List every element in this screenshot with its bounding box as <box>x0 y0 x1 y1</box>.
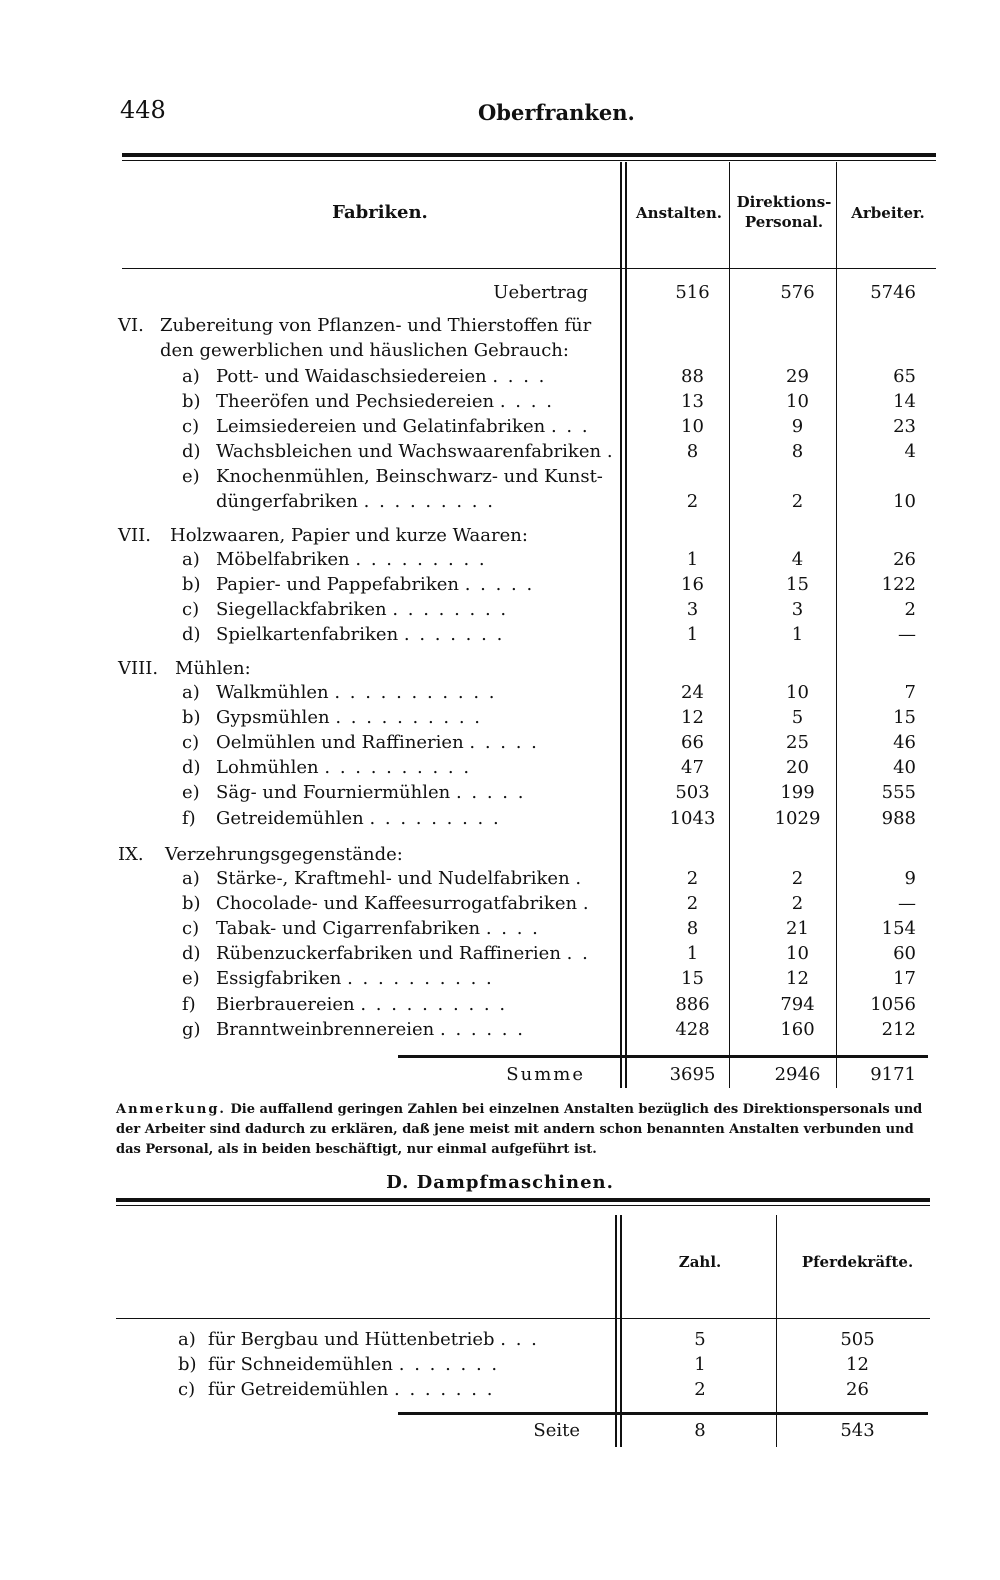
row-label <box>182 966 612 992</box>
cell-direktions: 160 <box>780 1019 815 1040</box>
cell-anstalten: 88 <box>681 366 704 387</box>
cell-arbeiter: 9 <box>904 868 916 889</box>
row-label <box>182 464 612 490</box>
cell-arbeiter: 65 <box>893 366 916 387</box>
cell-direktions: 10 <box>786 682 809 703</box>
cell-direktions: 8 <box>791 441 804 462</box>
row-label <box>182 389 612 415</box>
table2-sum-rule <box>398 1412 928 1415</box>
leader-dots: . <box>606 441 615 462</box>
column-header-direktions-line1: Direktions- <box>736 193 832 211</box>
row-letter: c) <box>182 599 200 620</box>
table-row <box>0 916 1000 942</box>
cell-direktions: 2 <box>791 868 804 889</box>
row-letter: b) <box>178 1354 197 1375</box>
row-label <box>182 622 612 648</box>
table-row <box>0 866 1000 892</box>
table-row <box>0 705 1000 731</box>
row-label <box>182 414 612 440</box>
cell-direktions: 2 <box>791 491 804 512</box>
section-title: Holzwaaren, Papier und kurze Waaren: <box>170 525 528 546</box>
cell-anstalten: 12 <box>681 707 704 728</box>
cell-arbeiter: 154 <box>881 918 916 939</box>
cell-direktions: 29 <box>786 366 809 387</box>
row-text: Getreidemühlen <box>216 808 364 829</box>
leader-dots: . . . . . . . . . . . <box>334 682 497 703</box>
cell-direktions: 199 <box>780 782 815 803</box>
footnote-label: Anmerkung. <box>116 1102 226 1117</box>
cell-direktions: 794 <box>780 994 815 1015</box>
cell-direktions: 1029 <box>774 808 821 829</box>
row-text: Essigfabriken <box>216 968 342 989</box>
leader-dots: . . . . . . <box>440 1019 525 1040</box>
table-row <box>0 780 1000 806</box>
cell-arbeiter: 15 <box>893 707 916 728</box>
leader-dots: . . . . . . . <box>394 1379 495 1400</box>
table2-top-rule <box>116 1198 930 1202</box>
row-text: Wachsbleichen und Wachswaarenfabriken <box>216 441 602 462</box>
cell-anstalten: 428 <box>675 1019 710 1040</box>
cell-arbeiter: 60 <box>893 943 916 964</box>
leader-dots: . . . . . . . . . . <box>347 968 494 989</box>
section-heading <box>0 313 1000 339</box>
table-row <box>0 1327 1000 1353</box>
uebertrag-label: Uebertrag <box>493 282 588 303</box>
table2-top-rule-thin <box>116 1205 930 1206</box>
row-text: Walkmühlen <box>216 682 329 703</box>
cell-direktions: 2 <box>791 893 804 914</box>
row-letter: c) <box>182 732 200 753</box>
section-numeral: VI. <box>118 315 144 336</box>
cell-anstalten: 10 <box>681 416 704 437</box>
leader-dots: . . . . . <box>464 574 535 595</box>
cell-anstalten: 8 <box>686 441 699 462</box>
column-header-direktions-line2: Personal. <box>744 213 824 231</box>
cell-zahl: 5 <box>694 1329 706 1350</box>
table-row <box>0 992 1000 1018</box>
cell-arbeiter: 555 <box>881 782 916 803</box>
cell-anstalten: 3 <box>686 599 699 620</box>
row-label <box>182 705 612 731</box>
row-letter: b) <box>182 893 201 914</box>
row-letter: c) <box>182 416 200 437</box>
leader-dots: . <box>582 893 591 914</box>
section-d-title: D. Dampfmaschinen. <box>386 1172 614 1193</box>
cell-anstalten: 1 <box>686 549 699 570</box>
section-title: Verzehrungsgegenstände: <box>165 844 403 865</box>
footnote <box>116 1100 936 1160</box>
table-row <box>0 572 1000 598</box>
cell-direktions: 21 <box>786 918 809 939</box>
row-text: für Bergbau und Hüttenbetrieb <box>208 1329 495 1350</box>
cell-anstalten: 66 <box>681 732 704 753</box>
section-heading-continued <box>0 338 1000 364</box>
running-title: Oberfranken. <box>478 100 635 125</box>
row-label <box>182 891 612 917</box>
leader-dots: . . . . . . . . . <box>363 491 495 512</box>
section-numeral: IX. <box>118 844 144 865</box>
page-number: 448 <box>120 96 166 124</box>
row-text: für Getreidemühlen <box>208 1379 389 1400</box>
table-row <box>0 364 1000 390</box>
cell-arbeiter: 9171 <box>870 1064 916 1085</box>
leader-dots: . . . . . . . . . . <box>335 707 483 728</box>
table-row <box>0 439 1000 465</box>
row-letter: d) <box>182 757 201 778</box>
row-label <box>182 780 612 806</box>
row-text: Siegellackfabriken <box>216 599 387 620</box>
row-label <box>182 572 612 598</box>
cell-direktions: 25 <box>786 732 809 753</box>
row-label <box>182 916 612 942</box>
cell-direktions: 576 <box>780 282 815 303</box>
row-text: Leimsiedereien und Gelatinfabriken <box>216 416 546 437</box>
leader-dots: . . . . . . . . . . <box>360 994 508 1015</box>
leader-dots: . . . . <box>492 366 547 387</box>
cell-anstalten: 24 <box>681 682 704 703</box>
row-letter: g) <box>182 1019 201 1040</box>
cell-anstalten: 2 <box>686 893 699 914</box>
table-row <box>0 1377 1000 1403</box>
row-text: Bierbrauereien <box>216 994 355 1015</box>
row-text: Möbelfabriken <box>216 549 350 570</box>
cell-anstalten: 13 <box>681 391 704 412</box>
row-text: Papier- und Pappefabriken <box>216 574 459 595</box>
column-header-arbeiter: Arbeiter. <box>851 204 925 222</box>
row-letter: d) <box>182 943 201 964</box>
row-label <box>182 489 612 515</box>
row-letter: a) <box>178 1329 196 1350</box>
table-row <box>0 489 1000 515</box>
row-text: Oelmühlen und Raffinerien <box>216 732 464 753</box>
table-row <box>0 966 1000 992</box>
section-heading <box>0 656 1000 682</box>
cell-anstalten: 516 <box>675 282 710 303</box>
table-row <box>0 414 1000 440</box>
section-title: Zubereitung von Pflanzen- und Thierstoffen für <box>160 315 592 336</box>
table-row <box>0 464 1000 490</box>
leader-dots: . . <box>566 943 590 964</box>
row-label <box>182 439 615 465</box>
row-text: für Schneidemühlen <box>208 1354 394 1375</box>
row-label <box>182 680 612 706</box>
row-letter: a) <box>182 868 200 889</box>
cell-arbeiter: 10 <box>893 491 916 512</box>
leader-dots: . <box>575 868 584 889</box>
row-letter: e) <box>182 782 200 803</box>
table-row <box>0 755 1000 781</box>
section-heading <box>0 523 1000 549</box>
row-text: Lohmühlen <box>216 757 319 778</box>
cell-arbeiter: 122 <box>881 574 916 595</box>
row-letter: b) <box>182 707 201 728</box>
cell-anstalten: 3695 <box>669 1064 716 1085</box>
cell-arbeiter: 212 <box>881 1019 916 1040</box>
column-header-fabriken: Fabriken. <box>332 202 428 223</box>
row-label <box>182 806 612 832</box>
table-row <box>0 806 1000 832</box>
column-header-pferdekraefte: Pferdekräfte. <box>801 1253 914 1271</box>
row-label <box>182 730 612 756</box>
leader-dots: . . . . . . . <box>403 624 505 645</box>
cell-arbeiter: 14 <box>893 391 916 412</box>
uebertrag-row <box>0 280 1000 306</box>
cell-anstalten: 1043 <box>669 808 716 829</box>
cell-anstalten: 886 <box>675 994 710 1015</box>
cell-arbeiter: 5746 <box>870 282 916 303</box>
cell-zahl: 2 <box>694 1379 706 1400</box>
cell-anstalten: 15 <box>681 968 704 989</box>
row-text: Chocolade- und Kaffeesurrogatfabriken <box>216 893 578 914</box>
cell-direktions: 1 <box>791 624 804 645</box>
cell-direktions: 10 <box>786 943 809 964</box>
section-title: Mühlen: <box>175 658 251 679</box>
cell-arbeiter: 4 <box>904 441 916 462</box>
table-row <box>0 597 1000 623</box>
leader-dots: . . . . . . . . . <box>355 549 487 570</box>
header-rule <box>122 268 936 269</box>
row-label <box>178 1352 608 1378</box>
cell-direktions: 2946 <box>774 1064 821 1085</box>
cell-arbeiter: 988 <box>881 808 916 829</box>
leader-dots: . . . . . . . . . . <box>324 757 472 778</box>
cell-zahl: 8 <box>694 1420 706 1441</box>
row-letter: e) <box>182 968 200 989</box>
cell-direktions: 20 <box>786 757 809 778</box>
row-letter: a) <box>182 366 200 387</box>
leader-dots: . . . . . <box>469 732 539 753</box>
cell-direktions: 4 <box>791 549 804 570</box>
row-label <box>182 866 612 892</box>
summe-row <box>0 1062 1000 1088</box>
cell-direktions: 12 <box>786 968 809 989</box>
table-row <box>0 1017 1000 1043</box>
section-numeral: VIII. <box>118 658 159 679</box>
row-text: Säg- und Fourniermühlen <box>216 782 451 803</box>
cell-arbeiter: 23 <box>893 416 916 437</box>
cell-anstalten: 47 <box>681 757 704 778</box>
column-header-direktions <box>732 192 836 232</box>
summe-label: Summe <box>506 1064 585 1085</box>
row-text: Branntweinbrennereien <box>216 1019 435 1040</box>
cell-arbeiter: — <box>898 624 916 645</box>
top-rule-thin <box>122 160 936 161</box>
row-text: Gypsmühlen <box>216 707 330 728</box>
leader-dots: . . . . . . . <box>398 1354 500 1375</box>
row-label <box>182 1017 612 1043</box>
row-text: Stärke-, Kraftmehl- und Nudelfabriken <box>216 868 570 889</box>
cell-direktions: 9 <box>791 416 804 437</box>
row-text: Rübenzuckerfabriken und Raffinerien <box>216 943 561 964</box>
row-text: Theeröfen und Pechsiedereien <box>216 391 495 412</box>
cell-arbeiter: 17 <box>893 968 916 989</box>
leader-dots: . . . . <box>499 391 554 412</box>
cell-arbeiter: 26 <box>893 549 916 570</box>
table-row <box>0 389 1000 415</box>
row-label <box>182 364 612 390</box>
cell-arbeiter: 2 <box>904 599 916 620</box>
cell-anstalten: 1 <box>686 624 699 645</box>
cell-pferdekraefte: 26 <box>846 1379 869 1400</box>
row-letter: a) <box>182 549 200 570</box>
leader-dots: . . . . . . . . <box>392 599 509 620</box>
row-label <box>182 547 612 573</box>
cell-direktions: 10 <box>786 391 809 412</box>
leader-dots: . . . <box>550 416 590 437</box>
leader-dots: . . . <box>500 1329 539 1350</box>
cell-anstalten: 1 <box>686 943 699 964</box>
row-text: Spielkartenfabriken <box>216 624 399 645</box>
section-heading <box>0 842 1000 868</box>
row-label <box>182 755 612 781</box>
table-row <box>0 730 1000 756</box>
cell-anstalten: 2 <box>686 491 699 512</box>
row-letter: b) <box>182 574 201 595</box>
row-letter: e) <box>182 466 200 487</box>
cell-arbeiter: 46 <box>893 732 916 753</box>
row-letter: c) <box>182 918 200 939</box>
cell-pferdekraefte: 12 <box>846 1354 869 1375</box>
row-letter: c) <box>178 1379 196 1400</box>
cell-direktions: 3 <box>791 599 804 620</box>
row-letter: b) <box>182 391 201 412</box>
seite-label: Seite <box>533 1420 580 1441</box>
cell-anstalten: 16 <box>681 574 704 595</box>
section-title-line2: den gewerblichen und häuslichen Gebrauch: <box>160 340 569 361</box>
row-label <box>182 941 612 967</box>
table-row <box>0 1352 1000 1378</box>
column-header-zahl: Zahl. <box>678 1253 722 1271</box>
row-text: Pott- und Waidaschsiedereien <box>216 366 487 387</box>
table-row <box>0 941 1000 967</box>
row-text: Tabak- und Cigarrenfabriken <box>216 918 481 939</box>
cell-arbeiter: 40 <box>893 757 916 778</box>
column-header-anstalten: Anstalten. <box>636 204 722 222</box>
table-row <box>0 680 1000 706</box>
seite-row <box>0 1418 1000 1444</box>
row-letter: f) <box>182 994 196 1015</box>
leader-dots: . . . . <box>485 918 540 939</box>
row-letter: f) <box>182 808 196 829</box>
row-text: Knochenmühlen, Beinschwarz- und Kunst- <box>216 466 603 487</box>
cell-anstalten: 8 <box>686 918 699 939</box>
leader-dots: . . . . . . . . . <box>369 808 501 829</box>
cell-arbeiter: 1056 <box>870 994 916 1015</box>
row-label <box>182 992 612 1018</box>
cell-anstalten: 503 <box>675 782 710 803</box>
cell-arbeiter: 7 <box>904 682 916 703</box>
cell-zahl: 1 <box>694 1354 706 1375</box>
row-letter: d) <box>182 624 201 645</box>
cell-direktions: 5 <box>791 707 804 728</box>
sum-rule <box>398 1055 928 1058</box>
row-letter: d) <box>182 441 201 462</box>
row-label <box>178 1377 608 1403</box>
top-rule <box>122 153 936 157</box>
table-row <box>0 622 1000 648</box>
cell-direktions: 15 <box>786 574 809 595</box>
section-numeral: VII. <box>118 525 151 546</box>
footnote-text: Die auffallend geringen Zahlen bei einzelnen Anstalten bezüglich des Direktionspersonals und der Arbeiter sind dadurch zu erklären, daß jene meist mit andern schon benannten Anstalten verbunden und das Personal, als in beiden beschäftigt, nur einmal aufgeführt ist. <box>116 1102 923 1157</box>
leader-dots: . . . . . <box>455 782 526 803</box>
row-label <box>178 1327 608 1353</box>
cell-pferdekraefte: 543 <box>840 1420 875 1441</box>
table2-header-rule <box>116 1318 930 1319</box>
cell-pferdekraefte: 505 <box>840 1329 875 1350</box>
row-label <box>182 597 612 623</box>
table-row <box>0 891 1000 917</box>
cell-arbeiter: — <box>898 893 916 914</box>
table-row <box>0 547 1000 573</box>
cell-anstalten: 2 <box>686 868 699 889</box>
row-text: düngerfabriken <box>216 491 358 512</box>
row-letter: a) <box>182 682 200 703</box>
